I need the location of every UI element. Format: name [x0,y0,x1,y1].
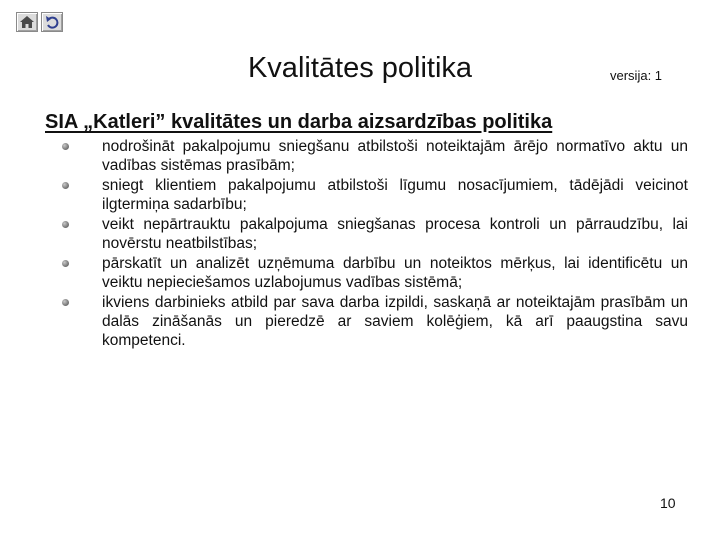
list-item [62,176,688,214]
page-title: Kvalitātes politika [247,52,473,84]
bullet-text: sniegt klientiem pakalpojumu atbilstoši līgumu nosacījumiem, tādējādi veicinot ilgtermiņa sadarbību; [102,177,688,213]
bullet-text: nodrošināt pakalpojumu sniegšanu atbilstoši noteiktajām ārējo normatīvo aktu un vadības sistēmas prasībām; [102,138,688,174]
policy-bullet-list [62,137,688,351]
list-item [62,215,688,253]
back-button[interactable] [41,12,63,32]
policy-subtitle: SIA „Katleri” kvalitātes un darba aizsardzības politika [45,111,553,133]
bullet-text: ikviens darbinieks atbild par sava darba izpildi, saskaņā ar noteiktajām prasībām un dalās zināšanās un pieredzē ar saviem kolēģiem, kā arī paaugstina savu kompetenci. [102,294,688,349]
bullet-icon [62,221,69,228]
page-number: 10 [660,495,676,511]
list-item [62,293,688,350]
bullet-icon [62,299,69,306]
back-arrow-icon [44,15,60,29]
list-item [62,137,688,175]
bullet-text: pārskatīt un analizēt uzņēmuma darbību un noteiktos mērķus, lai identificētu un veiktu nepieciešamos uzlabojumus vadības sistēmā; [102,255,688,291]
version-label: versija: 1 [610,68,663,83]
home-button[interactable] [16,12,38,32]
list-item [62,254,688,292]
bullet-text: veikt nepārtrauktu pakalpojuma sniegšanas procesa kontroli un pārraudzību, lai novērstu neatbilstības; [102,216,688,252]
bullet-icon [62,143,69,150]
bullet-icon [62,182,69,189]
home-icon [19,15,35,29]
bullet-icon [62,260,69,267]
